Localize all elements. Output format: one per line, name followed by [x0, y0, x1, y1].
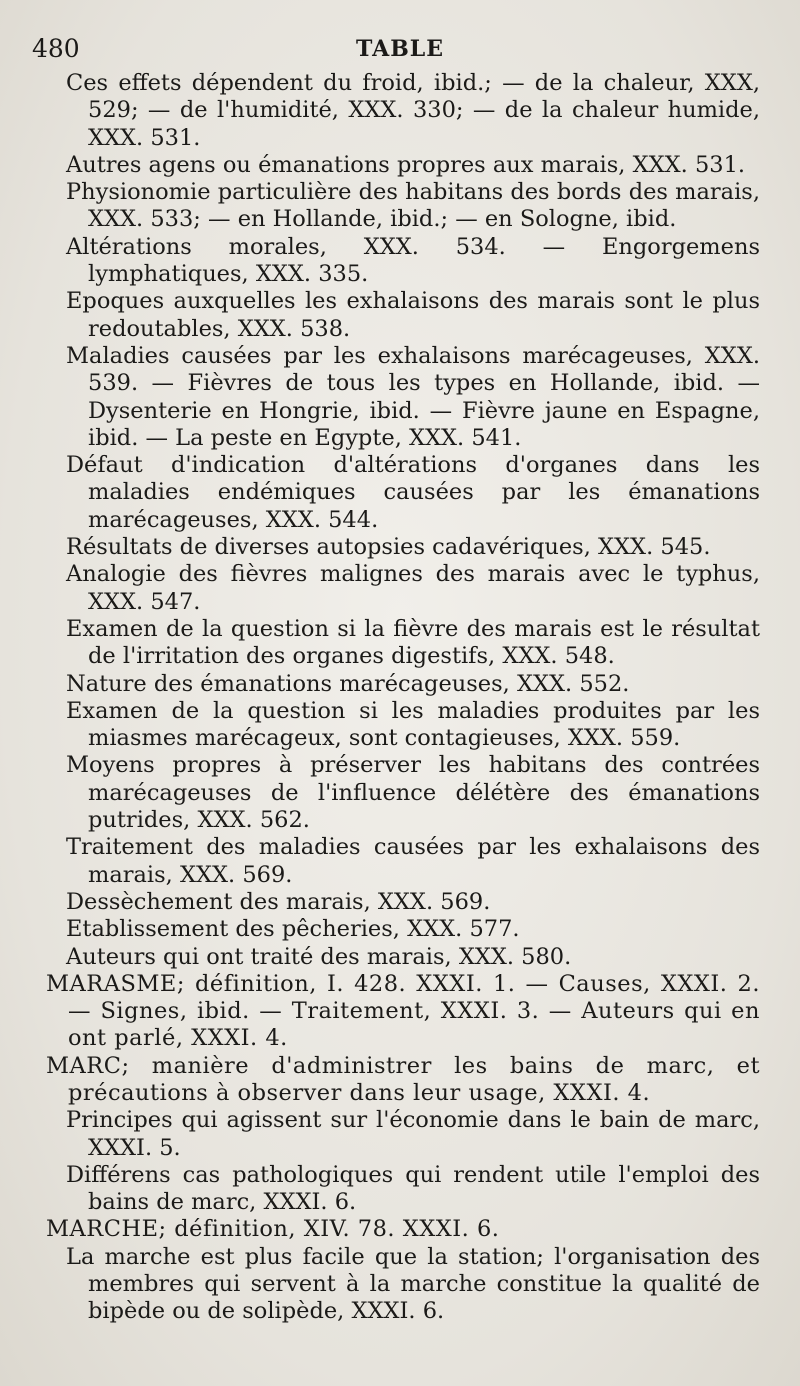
- index-entry: Traitement des maladies causées par les exhalaisons des marais, XXX. 569.: [66, 834, 760, 888]
- index-entry: Analogie des fièvres malignes des marais avec le typhus, XXX. 547.: [66, 561, 760, 615]
- index-headword-entry: MARASME; définition, I. 428. XXXI. 1. — Causes, XXXI. 2. — Signes, ibid. — Traitement, XXXI. 3. — Auteurs qui en ont parlé, XXXI. 4.: [46, 970, 760, 1052]
- index-entry: Altérations morales, XXX. 534. — Engorgemens lymphatiques, XXX. 335.: [66, 233, 760, 288]
- running-title: TABLE: [355, 36, 445, 62]
- page-number: 480: [32, 34, 80, 63]
- index-entry: Résultats de diverses autopsies cadavériques, XXX. 545.: [66, 534, 711, 561]
- index-entry: Ces effets dépendent du froid, ibid.; — de la chaleur, XXX, 529; — de l'humidité, XXX. 330; — de la chaleur humide, XXX. 531.: [66, 70, 760, 151]
- index-entry: Auteurs qui ont traité des marais, XXX. 580.: [66, 943, 572, 970]
- index-entry: Epoques auxquelles les exhalaisons des marais sont le plus redoutables, XXX. 538.: [66, 288, 760, 342]
- index-headword-entry: MARC; manière d'administrer les bains de marc, et précautions à observer dans leur usage, XXXI. 4.: [46, 1052, 760, 1106]
- index-entry: Etablissement des pêcheries, XXX. 577.: [66, 916, 520, 943]
- index-entry: Nature des émanations marécageuses, XXX. 552.: [66, 670, 630, 697]
- index-entry: Autres agens ou émanations propres aux marais, XXX. 531.: [66, 151, 746, 178]
- index-entry: Examen de la question si les maladies produites par les miasmes marécageux, sont contagieuses, XXX. 559.: [66, 697, 760, 752]
- index-entry: Défaut d'indication d'altérations d'organes dans les maladies endémiques causées par les émanations marécageuses, XXX. 544.: [66, 452, 760, 533]
- index-entry: Physionomie particulière des habitans des bords des marais, XXX. 533; — en Hollande, ibid.; — en Sologne, ibid.: [66, 179, 760, 233]
- index-entry: Différens cas pathologiques qui rendent utile l'emploi des bains de marc, XXXI. 6.: [66, 1161, 760, 1216]
- index-entry: Maladies causées par les exhalaisons marécageuses, XXX. 539. — Fièvres de tous les types en Hollande, ibid. — Dysenterie en Hongrie, ibid. — Fièvre jaune en Espagne, ibid. — La peste en Egypte, XXX. 541.: [66, 342, 760, 451]
- index-entry: Principes qui agissent sur l'économie dans le bain de marc, XXXI. 5.: [66, 1107, 760, 1161]
- page-header: [0, 34, 800, 74]
- index-entries: [0, 70, 800, 1326]
- index-entry: Dessèchement des marais, XXX. 569.: [66, 888, 491, 915]
- index-headword-entry: MARCHE; définition, XIV. 78. XXXI. 6.: [46, 1216, 500, 1243]
- index-entry: Examen de la question si la fièvre des marais est le résultat de l'irritation des organes digestifs, XXX. 548.: [66, 615, 760, 670]
- index-entry: La marche est plus facile que la station; l'organisation des membres qui servent à la marche constitue la qualité de bipède ou de solipède, XXXI. 6.: [66, 1243, 760, 1325]
- index-entry: Moyens propres à préserver les habitans des contrées marécageuses de l'influence délétère des émanations putrides, XXX. 562.: [66, 752, 760, 834]
